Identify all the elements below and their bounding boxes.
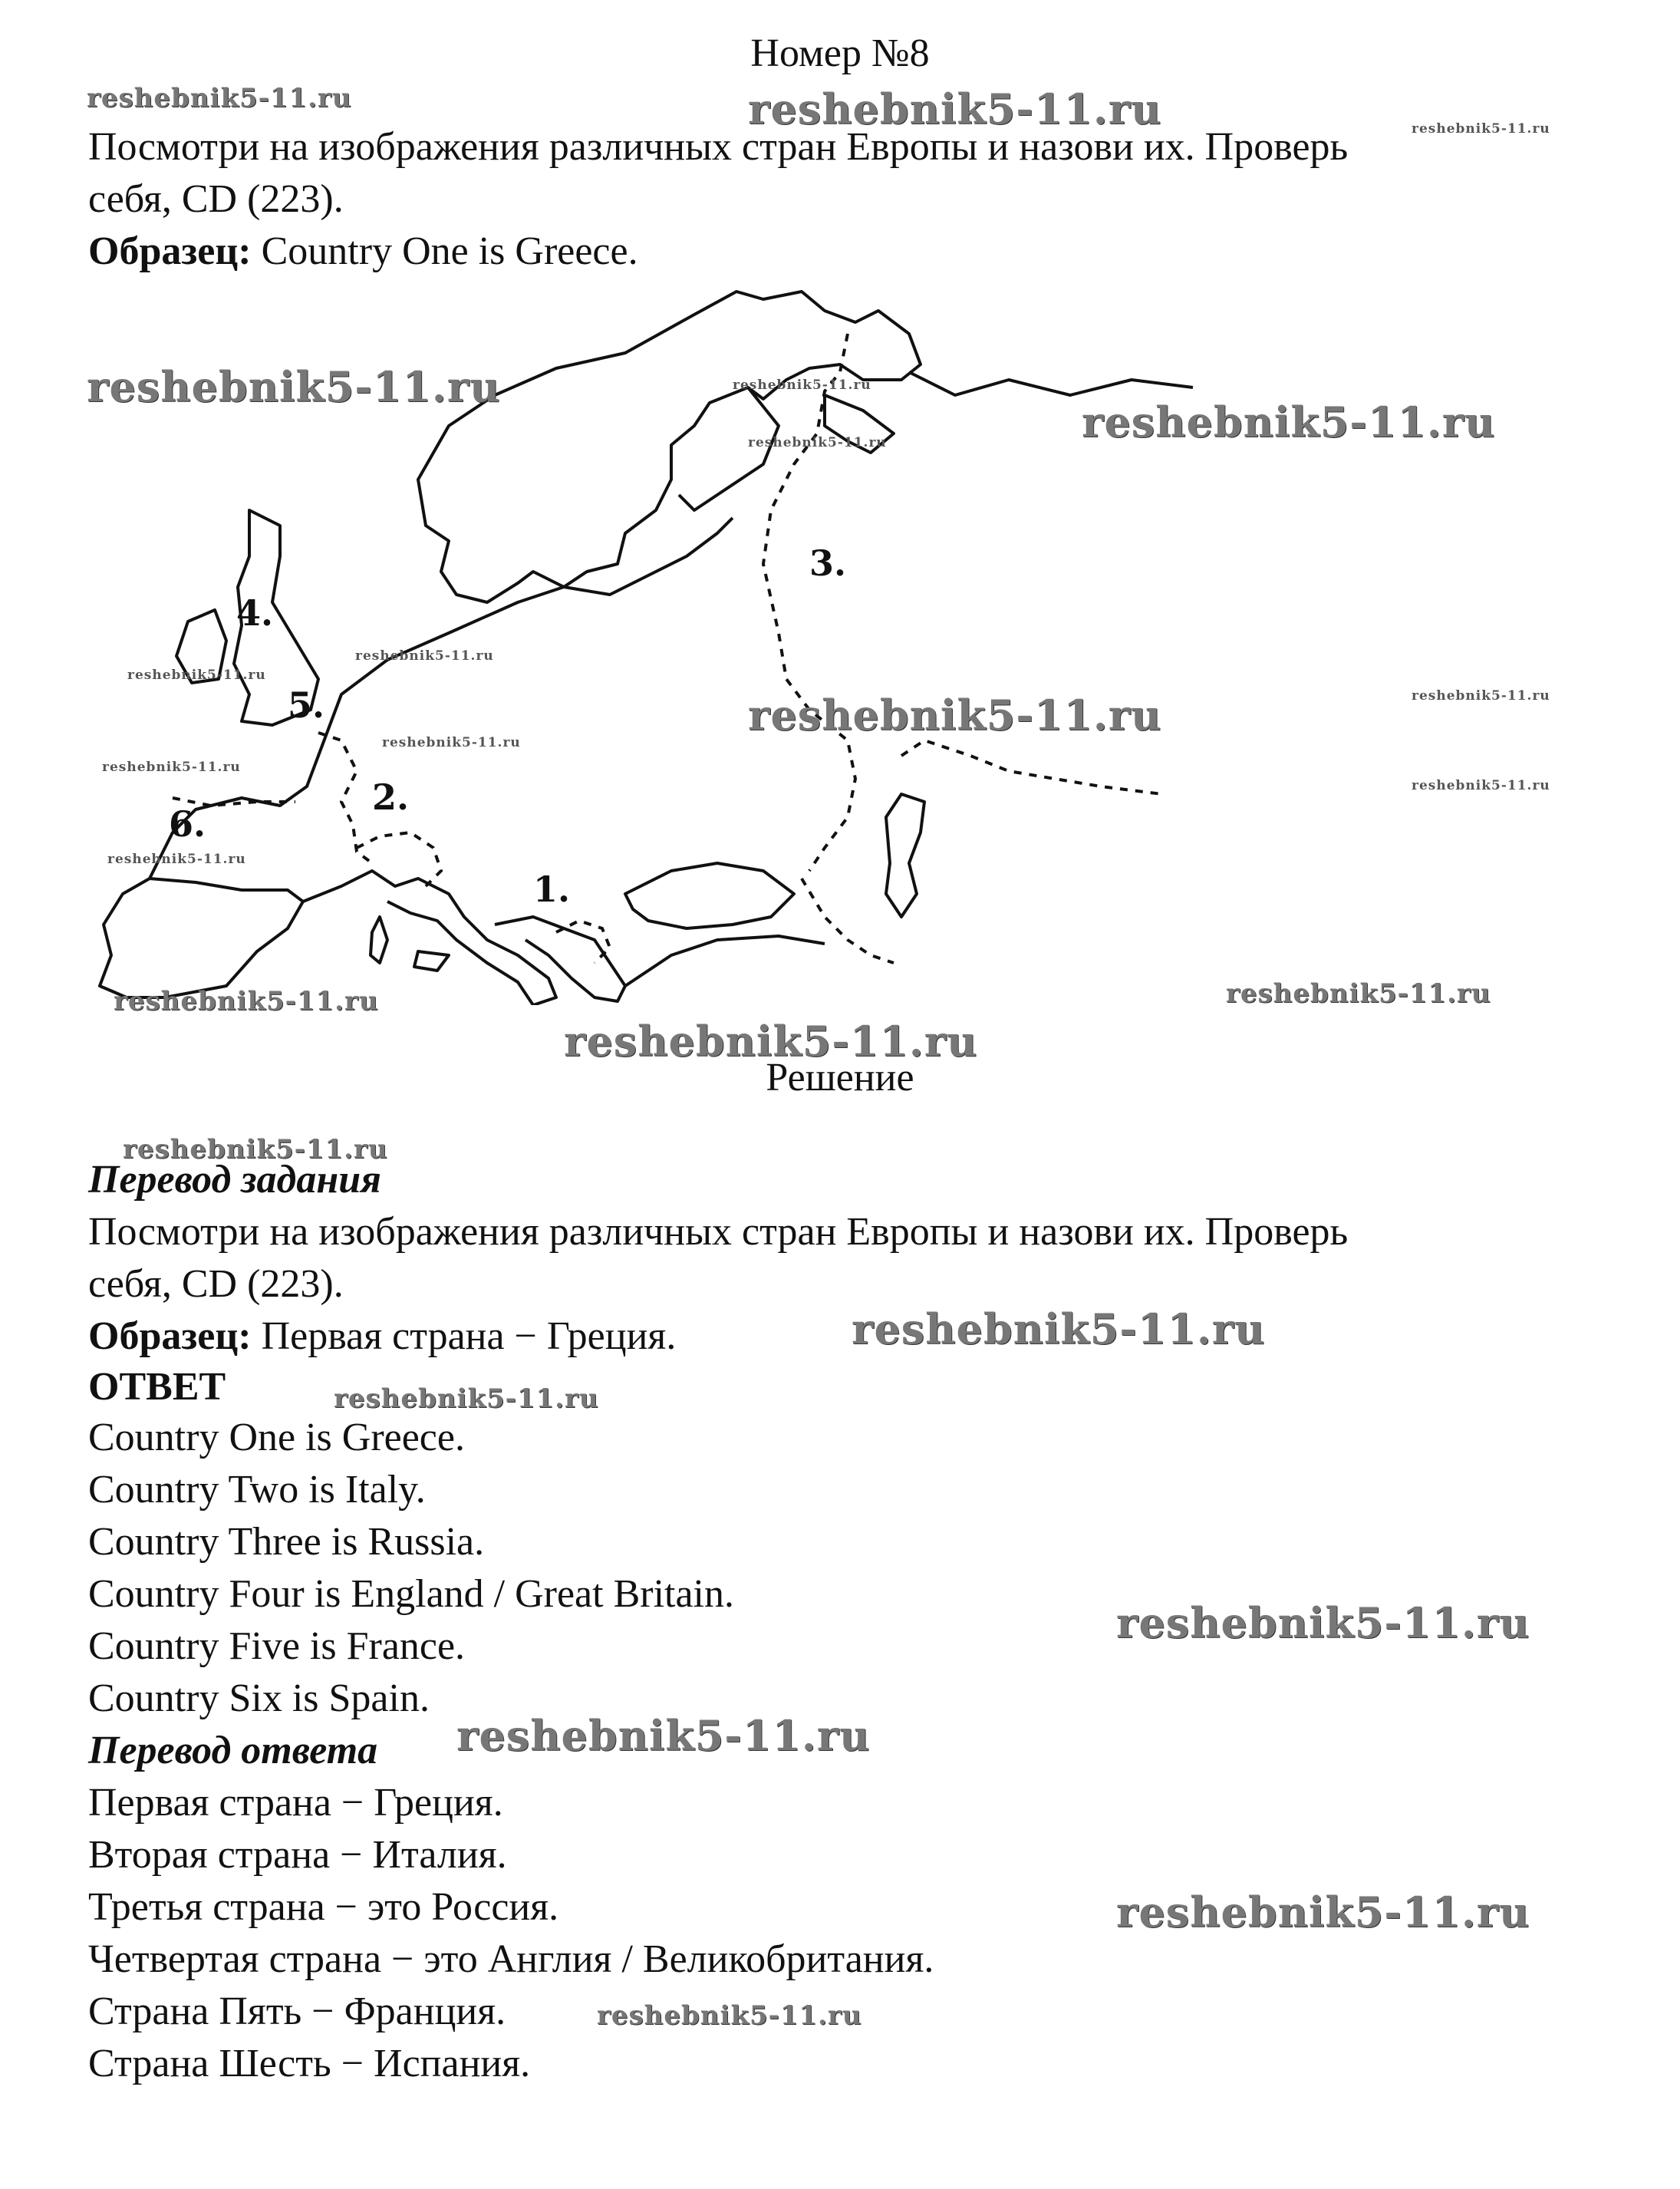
map-label-3: 3. [809,542,847,584]
watermark: reshebnik5-11.ru [852,1304,1266,1353]
black-sea-outline [625,863,794,928]
italy-outline [303,871,556,1005]
watermark: reshebnik5-11.ru [334,1383,599,1414]
watermark: reshebnik5-11.ru [1412,121,1550,137]
watermark: reshebnik5-11.ru [87,362,501,411]
russia-south-border [901,740,1162,794]
answer-translation-line: Страна Пять − Франция. [88,1990,506,2033]
watermark: reshebnik5-11.ru [1082,397,1496,447]
watermark: reshebnik5-11.ru [107,852,246,867]
russia-west-border [763,334,855,871]
answer-translation-line: Четвертая страна − это Англия / Великобритания. [88,1937,934,1981]
answer-line: Country Six is Spain. [88,1676,430,1720]
map-label-1: 1. [533,869,571,910]
watermark: reshebnik5-11.ru [355,648,494,664]
watermark: reshebnik5-11.ru [564,1017,978,1066]
watermark: reshebnik5-11.ru [1226,978,1491,1009]
arctic-coast [909,372,1193,395]
france-border [318,733,372,863]
watermark: reshebnik5-11.ru [748,691,1162,740]
answer-line: Country One is Greece. [88,1416,465,1459]
watermark: reshebnik5-11.ru [1412,688,1550,704]
map-label-2: 2. [372,776,410,818]
translation-line2: себя, CD (223). [88,1262,344,1306]
translation-sample-label: Образец: [88,1314,252,1358]
watermark: reshebnik5-11.ru [733,377,871,393]
map-label-5: 5. [288,684,325,726]
answer-line: Country Five is France. [88,1624,466,1668]
turkey-coast [625,936,825,986]
watermark: reshebnik5-11.ru [1116,1598,1530,1647]
caucasus-border [802,879,894,963]
answer-line: Country Four is England / Great Britain. [88,1572,735,1616]
sicily-outline [414,951,449,971]
task-sample [88,229,638,275]
iberia-outline [100,879,303,997]
answer-translation-line: Третья страна − это Россия. [88,1885,559,1929]
watermark: reshebnik5-11.ru [114,986,379,1017]
translation-sample [88,1314,676,1360]
answer-translation-line: Страна Шесть − Испания. [88,2042,531,2085]
sardinia-outline [371,917,387,963]
watermark: reshebnik5-11.ru [748,435,887,450]
task-text-line1: Посмотри на изображения различных стран Европы и назови их. Проверь [88,125,1349,169]
answer-translation-heading: Перевод ответа [88,1729,378,1772]
watermark: reshebnik5-11.ru [597,2000,862,2031]
answer-heading: ОТВЕТ [88,1365,226,1409]
watermark: reshebnik5-11.ru [123,1134,388,1165]
translation-sample-text: Первая страна − Греция. [251,1314,677,1358]
watermark: reshebnik5-11.ru [1412,778,1550,793]
watermark: reshebnik5-11.ru [382,735,521,750]
watermark: reshebnik5-11.ru [102,760,241,775]
watermark: reshebnik5-11.ru [127,668,266,683]
translation-heading: Перевод задания [88,1158,381,1202]
translation-line1: Посмотри на изображения различных стран Европы и назови их. Проверь [88,1210,1349,1254]
task-text-line2: себя, CD (223). [88,177,344,221]
watermark: reshebnik5-11.ru [1116,1887,1530,1937]
answer-translation-line: Первая страна − Греция. [88,1781,503,1825]
sample-text: Country One is Greece. [251,229,638,273]
answer-line: Country Two is Italy. [88,1468,426,1512]
map-label-6: 6. [169,803,206,845]
watermark: reshebnik5-11.ru [456,1711,871,1760]
page-title: Номер №8 [750,31,930,75]
map-label-4: 4. [236,592,274,634]
solution-heading: Решение [766,1056,914,1099]
answer-line: Country Three is Russia. [88,1520,485,1564]
caspian-outline [886,794,924,917]
watermark: reshebnik5-11.ru [748,84,1162,134]
answer-translation-line: Вторая страна − Италия. [88,1833,507,1877]
watermark: reshebnik5-11.ru [87,83,352,114]
sample-label: Образец: [88,229,252,273]
